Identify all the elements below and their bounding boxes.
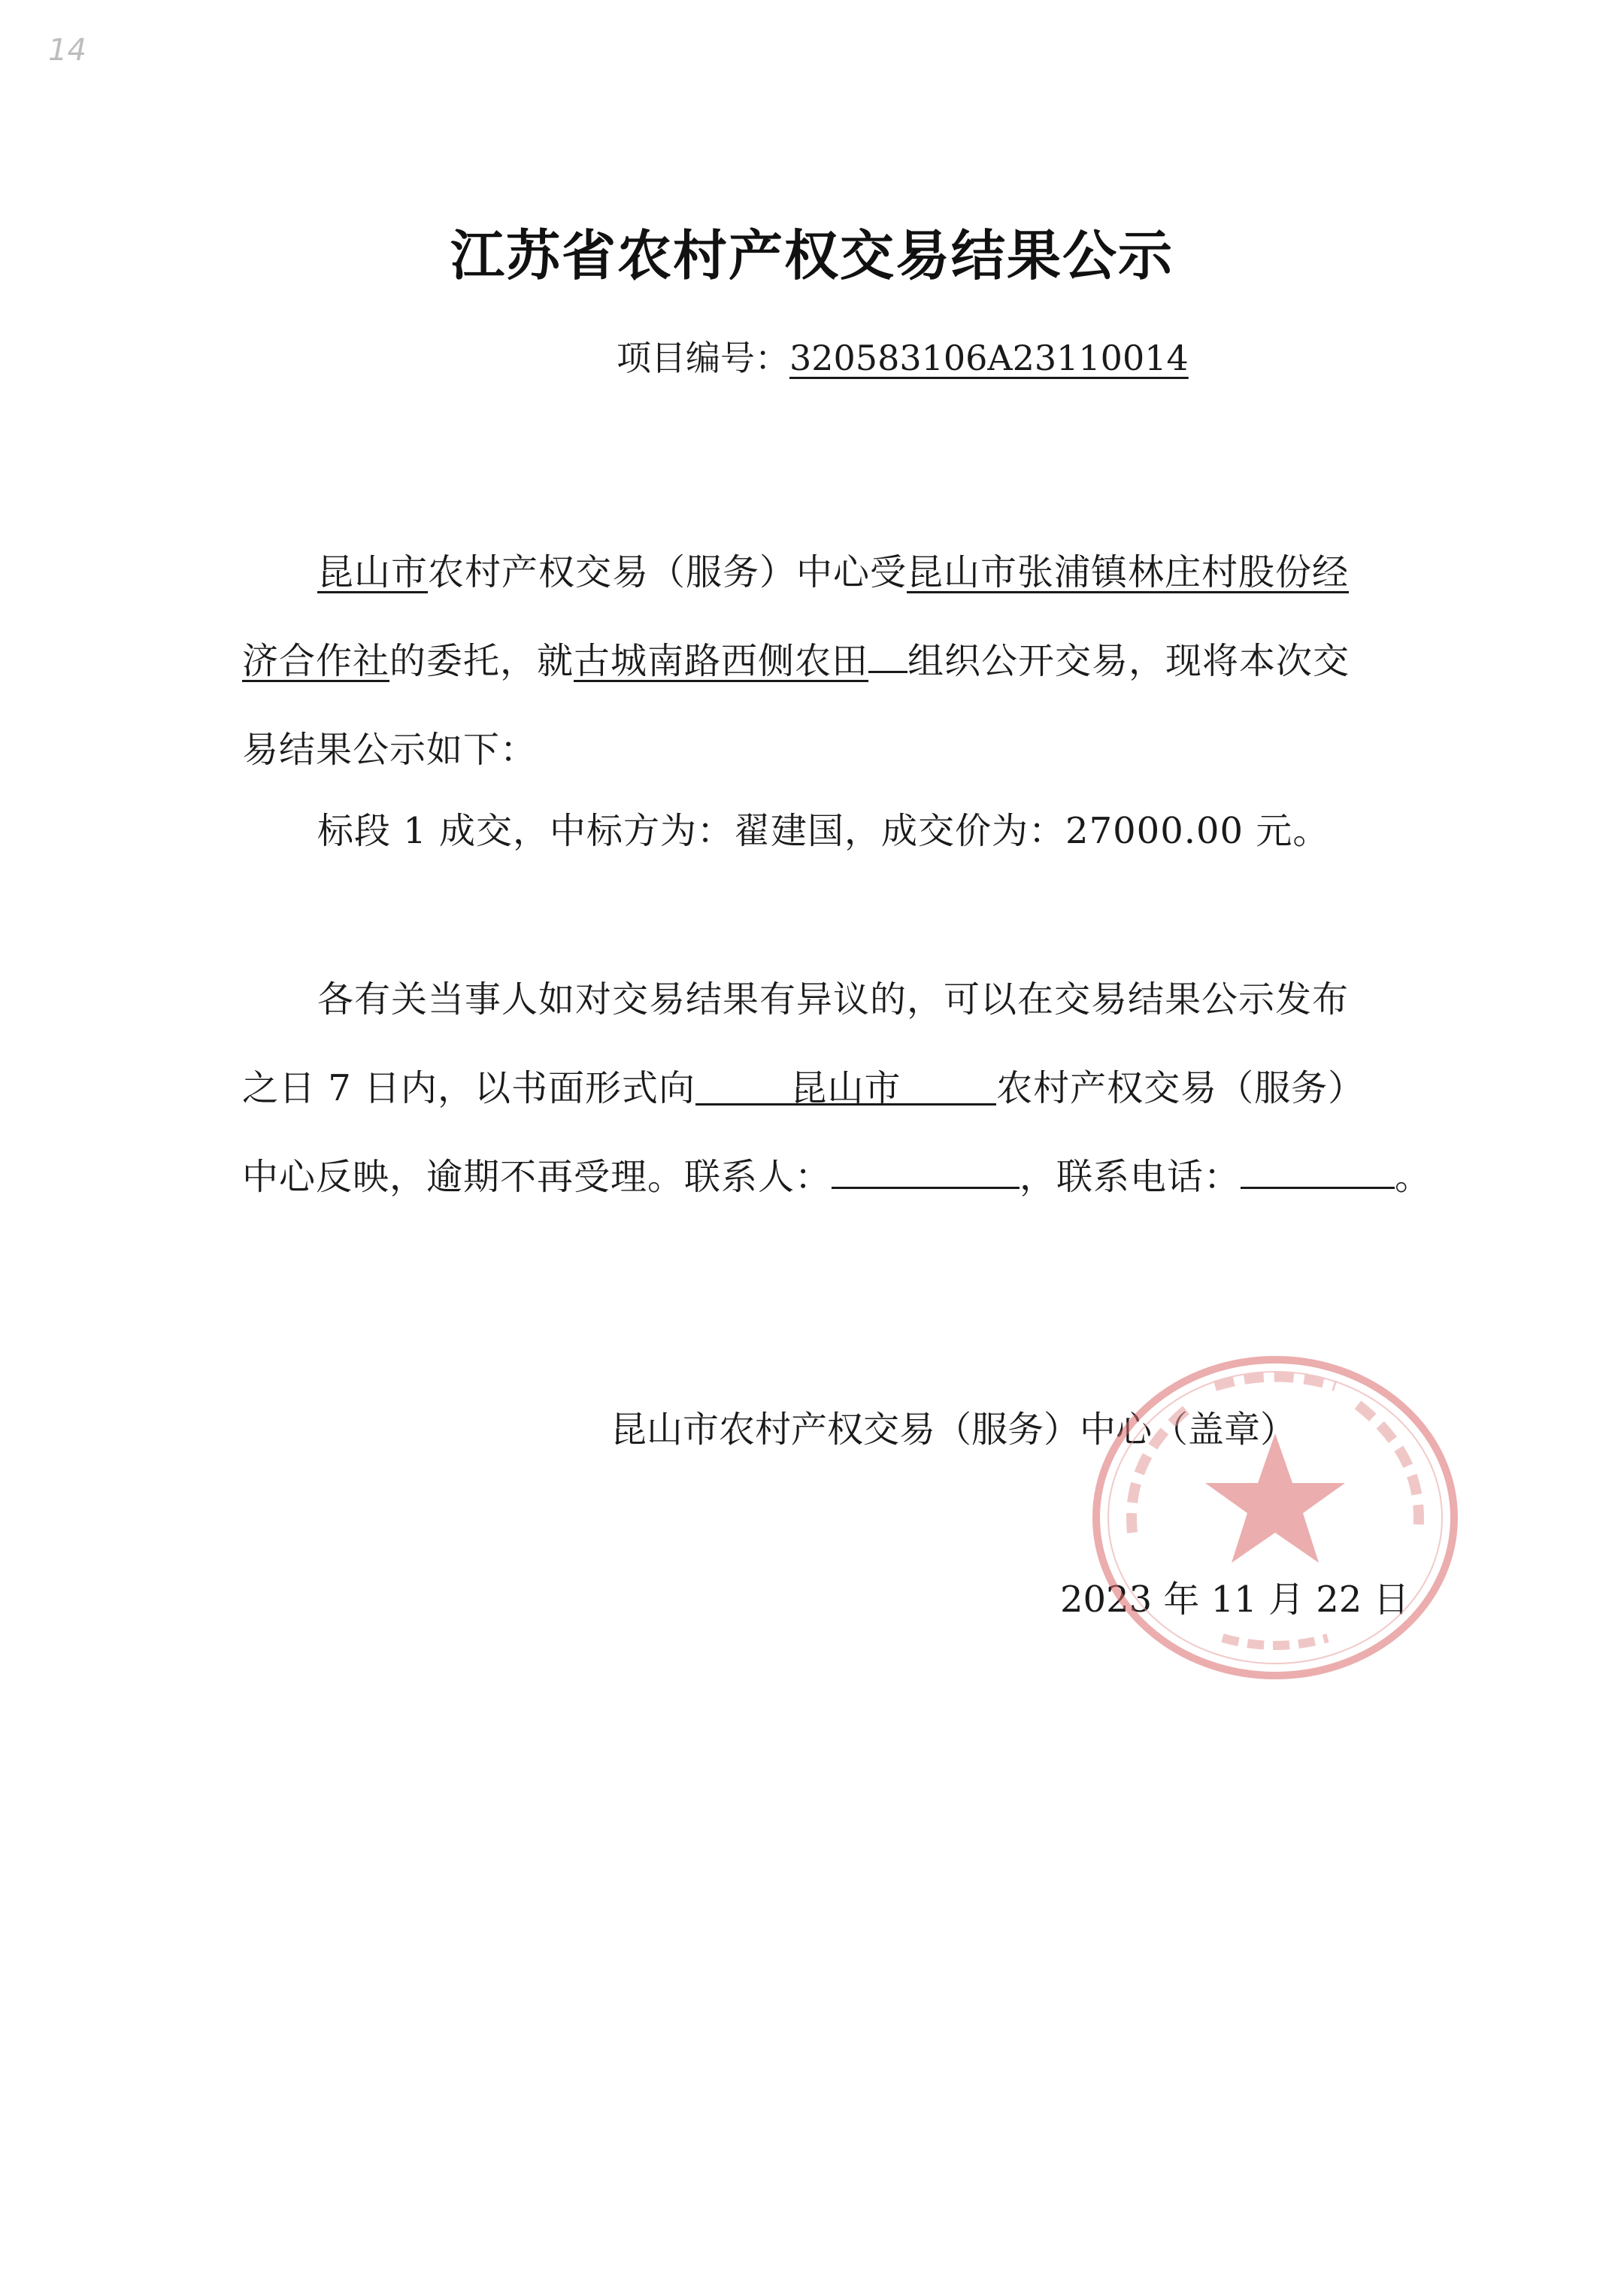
agency-blank-value: 昆山市 <box>790 1067 901 1109</box>
project-number-row <box>617 331 1189 381</box>
asset-name: 古城南路西侧农田 <box>574 640 869 682</box>
text-segment: 中心反映，逾期不再受理。联系人： <box>242 1156 832 1198</box>
paragraph-1-line-1 <box>317 543 1349 595</box>
client-name-part-2: 济合作社 <box>242 640 390 682</box>
asset-name-underline-tail <box>868 641 907 673</box>
text-segment: 。 <box>1395 1156 1432 1198</box>
agency-blank <box>695 1067 996 1109</box>
project-number-label: 项目编号： <box>617 338 789 378</box>
text-segment: 之日 7 日内，以书面形式向 <box>242 1067 696 1109</box>
paragraph-3-line-3 <box>242 1148 1432 1200</box>
project-number-value: 320583106A23110014 <box>789 338 1189 378</box>
client-name-part-1: 昆山市张浦镇林庄村股份经 <box>907 551 1350 593</box>
text-segment: ，联系电话： <box>1020 1156 1241 1198</box>
paragraph-1-line-2 <box>242 632 1350 684</box>
text-segment: 组织公开交易，现将本次交 <box>907 640 1350 682</box>
page-mark: 14 <box>48 33 86 68</box>
issue-date: 2023 年 11 月 22 日 <box>1060 1579 1410 1621</box>
agency-name: 昆山市 <box>317 551 429 593</box>
contact-phone-blank <box>1241 1157 1395 1189</box>
result-line: 标段 1 成交，中标方为：翟建国，成交价为：27000.00 元。 <box>317 810 1330 852</box>
text-segment: 的委托，就 <box>389 640 574 682</box>
paragraph-3-line-1: 各有关当事人如对交易结果有异议的，可以在交易结果公示发布 <box>317 978 1350 1021</box>
paragraph-3-line-2 <box>242 1059 1365 1111</box>
signer-organization: 昆山市农村产权交易（服务）中心（盖章） <box>611 1409 1297 1451</box>
text-segment: 农村产权交易（服务） <box>996 1067 1365 1109</box>
page-title: 江苏省农村产权交易结果公示 <box>450 224 1174 287</box>
text-segment: 农村产权交易（服务）中心受 <box>428 551 907 593</box>
contact-person-blank <box>832 1157 1020 1189</box>
star-seal-icon <box>1080 1345 1471 1691</box>
paragraph-1-line-3: 易结果公示如下： <box>242 729 538 771</box>
